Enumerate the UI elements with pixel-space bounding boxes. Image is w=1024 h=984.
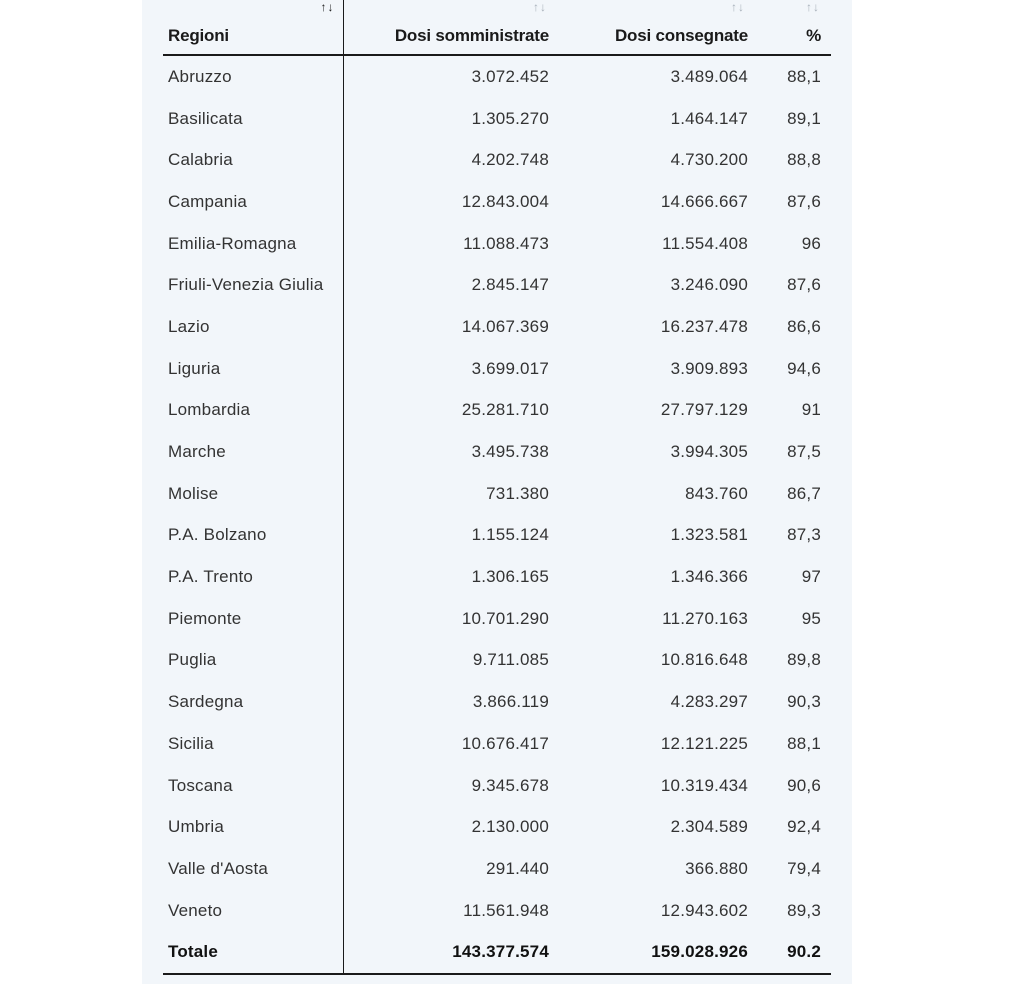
percent-cell: 95 [801,608,821,628]
column-header-label: % [806,26,821,45]
delivered-cell: 11.270.163 [662,608,748,628]
delivered-cell: 1.323.581 [670,525,748,545]
region-cell: Umbria [163,806,343,848]
table-body [163,55,831,974]
table-row [163,306,831,348]
table-row [163,473,831,515]
administered-cell: 14.067.369 [461,316,549,336]
percent-cell: 87,6 [787,275,821,295]
administered-cell: 10.676.417 [461,733,549,753]
delivered-cell: 4.730.200 [670,150,748,170]
table-row [163,556,831,598]
administered-cell: 4.202.748 [471,150,549,170]
percent-cell: 91 [801,400,821,420]
region-cell: Lombardia [163,390,343,432]
percent-cell: 87,6 [787,191,821,211]
delivered-cell: 3.994.305 [670,442,748,462]
table-row [163,723,831,765]
table-row [163,181,831,223]
percent-cell: 92,4 [787,817,821,837]
percent-cell: 90,3 [787,692,821,712]
percent-cell: 94,6 [787,358,821,378]
vaccine-doses-table [163,0,831,975]
administered-cell: 731.380 [486,483,549,503]
percent-cell: 89,3 [787,900,821,920]
region-cell: Calabria [163,139,343,181]
percent-cell: 87,5 [787,442,821,462]
percent-cell: 86,7 [787,483,821,503]
delivered-cell: 1.346.366 [670,567,748,587]
region-cell: Piemonte [163,598,343,640]
delivered-cell: 3.246.090 [670,275,748,295]
delivered-cell: 11.554.408 [662,233,748,253]
region-cell: Molise [163,473,343,515]
administered-cell: 1.155.124 [471,525,549,545]
administered-cell: 1.306.165 [471,567,549,587]
region-cell: Friuli-Venezia Giulia [163,264,343,306]
region-cell: Sicilia [163,723,343,765]
administered-cell: 3.072.452 [471,66,549,86]
column-header-label: Regioni [168,26,229,45]
region-cell: Campania [163,181,343,223]
percent-cell: 96 [801,233,821,253]
region-cell: Abruzzo [163,55,343,98]
column-header-delivered[interactable] [561,0,757,55]
column-header-administered[interactable] [343,0,561,55]
administered-cell: 1.305.270 [471,108,549,128]
delivered-cell: 16.237.478 [660,316,748,336]
delivered-cell: 10.816.648 [660,650,748,670]
total-administered-cell: 143.377.574 [343,931,561,974]
administered-cell: 11.088.473 [463,233,549,253]
table-row [163,640,831,682]
delivered-cell: 12.121.225 [660,733,748,753]
region-cell: Valle d'Aosta [163,848,343,890]
percent-cell: 88,1 [787,66,821,86]
region-cell: Veneto [163,890,343,932]
percent-cell: 79,4 [787,858,821,878]
administered-cell: 291.440 [486,858,549,878]
delivered-cell: 10.319.434 [660,775,748,795]
delivered-cell: 12.943.602 [660,900,748,920]
total-label-cell: Totale [163,931,343,974]
sort-arrows-icon[interactable]: ↑↓ [806,0,820,14]
table-row [163,223,831,265]
region-cell: Sardegna [163,681,343,723]
column-header-label: Dosi consegnate [614,26,748,45]
table-row [163,139,831,181]
region-cell: Lazio [163,306,343,348]
administered-cell: 3.495.738 [471,442,549,462]
sort-arrows-icon[interactable]: ↑↓ [533,0,547,14]
delivered-cell: 3.489.064 [670,66,748,86]
delivered-cell: 366.880 [685,858,748,878]
delivered-cell: 3.909.893 [670,358,748,378]
region-cell: Emilia-Romagna [163,223,343,265]
table-header [163,0,831,55]
delivered-cell: 4.283.297 [670,692,748,712]
column-header-label: Dosi somministrate [394,26,549,45]
administered-cell: 10.701.290 [461,608,549,628]
sort-arrows-icon[interactable]: ↑↓ [320,0,335,14]
delivered-cell: 27.797.129 [660,400,748,420]
total-row [163,931,831,974]
column-header-percent[interactable] [757,0,831,55]
percent-cell: 88,1 [787,733,821,753]
region-cell: P.A. Bolzano [163,515,343,557]
table-row [163,806,831,848]
percent-cell: 87,3 [787,525,821,545]
administered-cell: 11.561.948 [463,900,549,920]
column-header-regions[interactable] [163,0,343,55]
table-row [163,98,831,140]
percent-cell: 89,1 [787,108,821,128]
table-row [163,890,831,932]
administered-cell: 9.345.678 [471,775,549,795]
region-cell: Marche [163,431,343,473]
administered-cell: 3.699.017 [471,358,549,378]
table-row [163,848,831,890]
administered-cell: 25.281.710 [461,400,549,420]
administered-cell: 2.130.000 [471,817,549,837]
table-row [163,55,831,98]
percent-cell: 90,6 [787,775,821,795]
total-delivered-cell: 159.028.926 [561,931,757,974]
table-row [163,348,831,390]
percent-cell: 88,8 [787,150,821,170]
administered-cell: 2.845.147 [471,275,549,295]
delivered-cell: 2.304.589 [670,817,748,837]
table-row [163,515,831,557]
administered-cell: 3.866.119 [472,692,549,712]
delivered-cell: 1.464.147 [670,108,748,128]
delivered-cell: 14.666.667 [660,191,748,211]
delivered-cell: 843.760 [685,483,748,503]
percent-cell: 89,8 [787,650,821,670]
region-cell: Toscana [163,765,343,807]
region-cell: Puglia [163,640,343,682]
table-row [163,431,831,473]
administered-cell: 12.843.004 [461,191,549,211]
table-row [163,765,831,807]
table-row [163,598,831,640]
total-percent-cell: 90.2 [757,931,831,974]
table-row [163,390,831,432]
sort-arrows-icon[interactable]: ↑↓ [731,0,745,14]
percent-cell: 86,6 [787,316,821,336]
administered-cell: 9.711.085 [472,650,549,670]
percent-cell: 97 [801,567,821,587]
region-cell: P.A. Trento [163,556,343,598]
region-cell: Liguria [163,348,343,390]
region-cell: Basilicata [163,98,343,140]
table-row [163,264,831,306]
header-row [163,0,831,55]
table-row [163,681,831,723]
